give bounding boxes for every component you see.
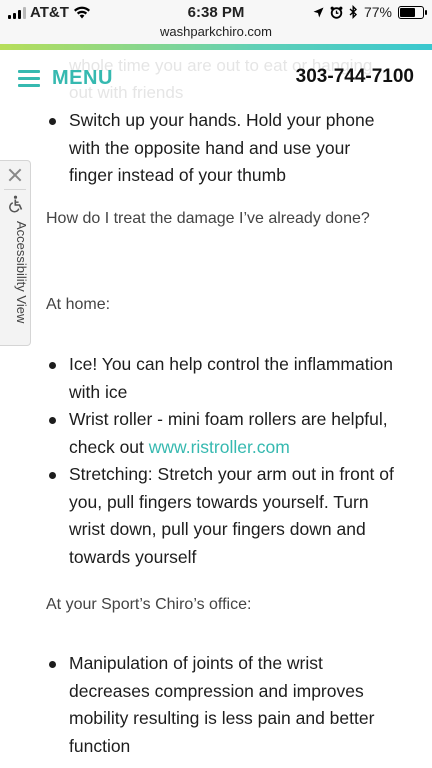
- location-arrow-icon: [313, 7, 324, 18]
- battery-fill: [400, 8, 415, 17]
- site-header: [0, 50, 432, 106]
- clock: 6:38 PM: [187, 4, 245, 21]
- battery-icon: [398, 6, 424, 19]
- menu-button[interactable]: MENU: [52, 67, 113, 89]
- at-home-heading: At home:: [46, 296, 111, 313]
- ristroller-link[interactable]: www.ristroller.com: [148, 436, 290, 457]
- wrist-roller-text: Wrist roller - mini foam rollers are helpful, check out: [69, 409, 388, 457]
- accessibility-view-label[interactable]: Accessibility View: [14, 221, 29, 324]
- list-item-wrist-roller: [46, 406, 396, 461]
- office-heading: At your Sport’s Chiro’s office:: [46, 596, 252, 613]
- list-item-stretching: Stretching: Stretch your arm out in front of you, pull fingers towards yourself. Turn wrist down, pull your fingers down and towards yourself: [46, 461, 396, 571]
- office-treatment-list: [46, 650, 396, 760]
- tips-list: [46, 107, 396, 190]
- phone-number-link[interactable]: 303-744-7100: [295, 66, 414, 87]
- url-bar[interactable]: washparkchiro.com: [160, 24, 272, 39]
- hamburger-menu-icon[interactable]: [18, 70, 40, 86]
- list-item: Switch up your hands. Hold your phone with the opposite hand and use your finger instead of your thumb: [46, 107, 396, 190]
- list-item: Manipulation of joints of the wrist decreases compression and improves mobility resulting is less pain and better function: [46, 650, 396, 760]
- question-heading: How do I treat the damage I’ve already done?: [46, 210, 370, 227]
- divider: [4, 189, 26, 190]
- status-right: [313, 4, 424, 20]
- status-bar: [0, 0, 432, 44]
- carrier-label: AT&T: [30, 4, 69, 21]
- header-gradient-bar: [0, 44, 432, 50]
- close-icon[interactable]: [7, 167, 23, 183]
- home-treatment-list: [46, 351, 396, 571]
- accessibility-view-tab[interactable]: [0, 160, 31, 346]
- alarm-icon: [330, 6, 343, 19]
- bluetooth-icon: [349, 5, 358, 19]
- wheelchair-icon: [6, 195, 24, 213]
- list-item-ice: Ice! You can help control the inflammation with ice: [46, 351, 396, 406]
- battery-percent: 77%: [363, 4, 392, 20]
